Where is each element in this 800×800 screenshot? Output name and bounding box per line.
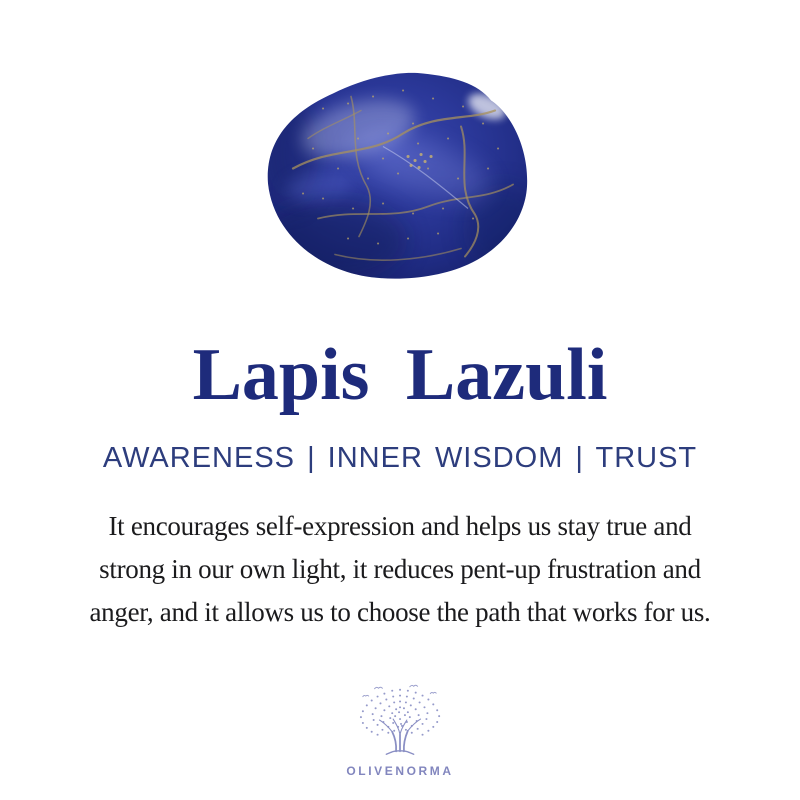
page-title: Lapis Lazuli [192, 334, 608, 416]
brand-name: OLIVENORMA [346, 764, 454, 778]
description-line: It encourages self-expression and helps us stay true and [108, 511, 692, 541]
description-line: anger, and it allows us to choose the path that works for us. [89, 597, 711, 627]
olive-tree-logo-icon [356, 684, 444, 758]
lapis-stone-image [263, 66, 533, 286]
description-line: strong in our own light, it reduces pent-up frustration and [99, 554, 701, 584]
stone-photo [263, 66, 533, 286]
traits-subtitle: AWARENESS | INNER WISDOM | TRUST [102, 442, 698, 474]
description [0, 505, 800, 634]
brand-footer [0, 684, 800, 778]
